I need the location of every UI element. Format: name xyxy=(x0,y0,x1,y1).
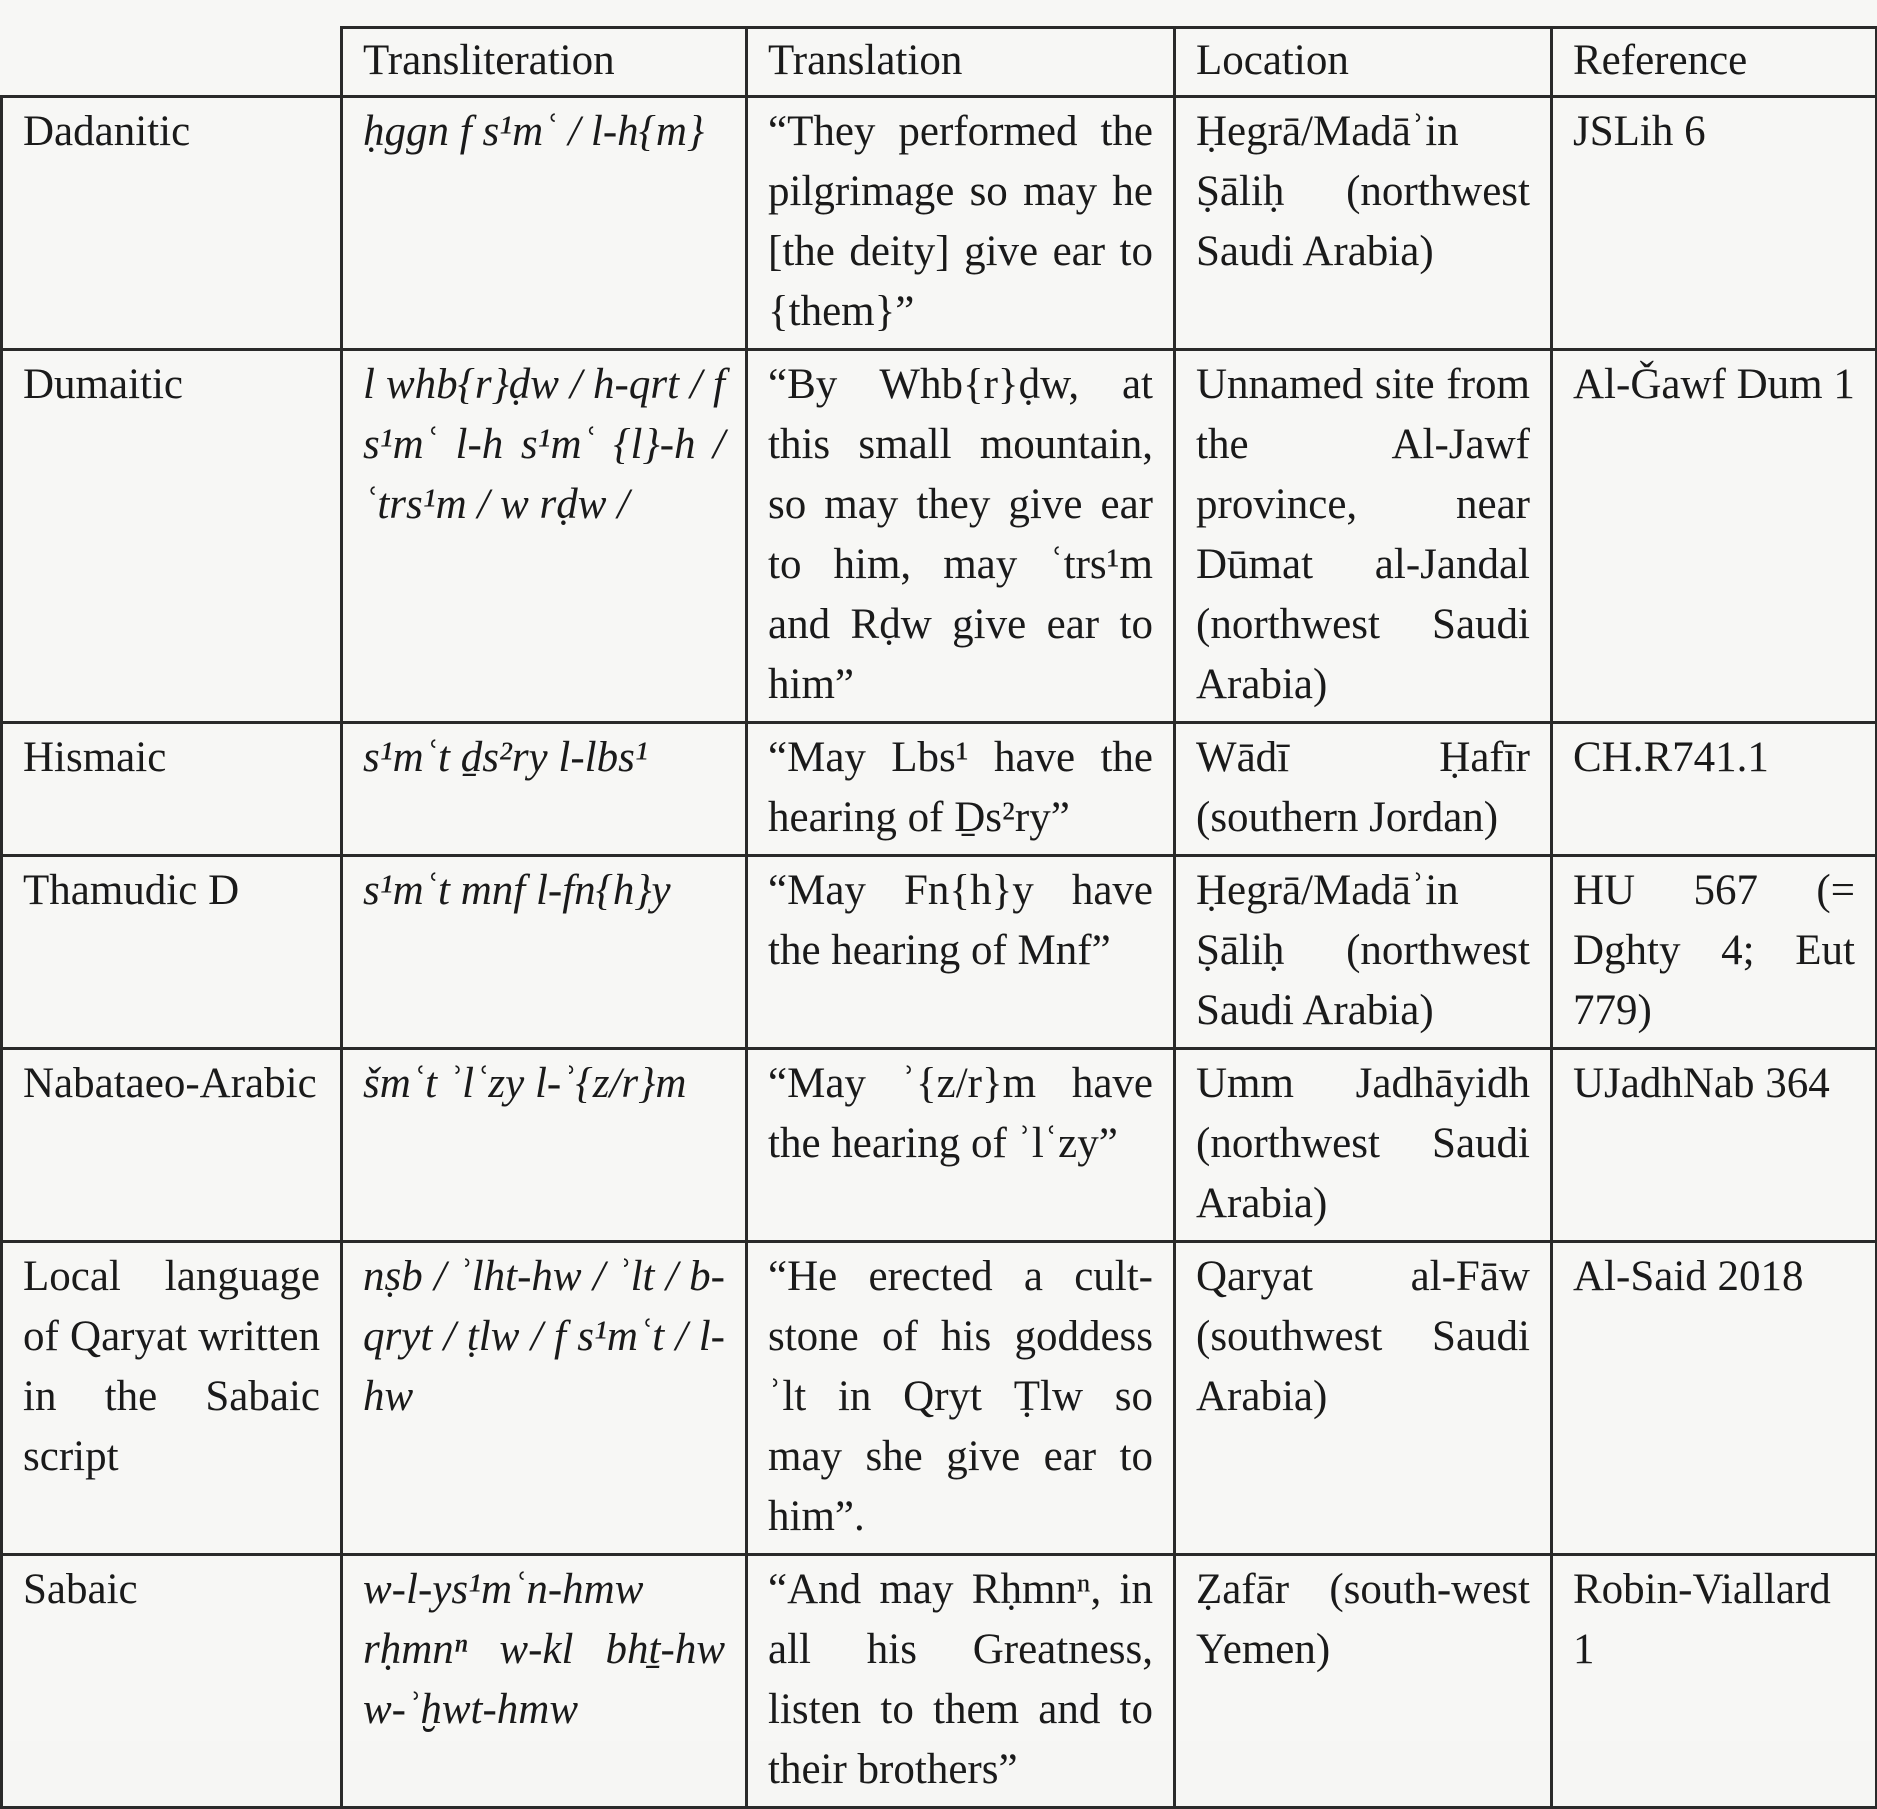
cell-transliteration: s¹mʿt ḏs²ry l-lbs¹ xyxy=(342,723,747,856)
header-transliteration: Transliteration xyxy=(342,28,747,97)
table-row xyxy=(2,97,1877,350)
header-reference: Reference xyxy=(1552,28,1877,97)
table-row xyxy=(2,350,1877,723)
cell-location: Qaryat al-Fāw (southwest Saudi Arabia) xyxy=(1175,1242,1552,1555)
cell-location: Umm Jadhāyidh (northwest Saudi Arabia) xyxy=(1175,1049,1552,1242)
cell-translation: “And may Rḥmnⁿ, in all his Greatness, listen to them and to their brothers” xyxy=(747,1555,1175,1808)
cell-reference: UJadhNab 364 xyxy=(1552,1049,1877,1242)
cell-reference: JSLih 6 xyxy=(1552,97,1877,350)
inscriptions-table xyxy=(0,26,1877,1809)
cell-language: Nabataeo-Arabic xyxy=(2,1049,342,1242)
table-row xyxy=(2,1555,1877,1808)
cell-reference: Al-Ǧawf Dum 1 xyxy=(1552,350,1877,723)
table-row xyxy=(2,1049,1877,1242)
cell-transliteration: ḥggn f s¹mʿ / l-h{m} xyxy=(342,97,747,350)
cell-location: Unnamed site from the Al-Jawf province, near Dūmat al-Jandal (northwest Saudi Arabia) xyxy=(1175,350,1552,723)
cell-transliteration: s¹mʿt mnf l-fn{h}y xyxy=(342,856,747,1049)
cell-reference: Al-Said 2018 xyxy=(1552,1242,1877,1555)
cell-location: Ḥegrā/Madāʾin Ṣāliḥ (northwest Saudi Arabia) xyxy=(1175,856,1552,1049)
cell-reference: CH.R741.1 xyxy=(1552,723,1877,856)
cell-translation: “They performed the pilgrimage so may he [the deity] give ear to {them}” xyxy=(747,97,1175,350)
cell-language: Sabaic xyxy=(2,1555,342,1808)
cell-transliteration: l whb{r}ḍw / h-qrt / f s¹mʿ l-h s¹mʿ {l}-h / ʿtrs¹m / w rḍw / xyxy=(342,350,747,723)
cell-transliteration: nṣb / ʾlht-hw / ʾlt / b-qryt / ṭlw / f s¹mʿt / l-hw xyxy=(342,1242,747,1555)
cell-transliteration: w-l-ys¹mʿn-hmw rḥmnⁿ w-kl bhṯ-hw w-ʾḫwt-hmw xyxy=(342,1555,747,1808)
cell-translation: “May ʾ{z/r}m have the hearing of ʾlʿzy” xyxy=(747,1049,1175,1242)
cell-translation: “By Whb{r}ḍw, at this small mountain, so may they give ear to him, may ʿtrs¹m and Rḍw give ear to him” xyxy=(747,350,1175,723)
table-row xyxy=(2,856,1877,1049)
cell-language: Hismaic xyxy=(2,723,342,856)
cell-reference: Robin-Viallard 1 xyxy=(1552,1555,1877,1808)
cell-language: Thamudic D xyxy=(2,856,342,1049)
cell-translation: “May Fn{h}y have the hearing of Mnf” xyxy=(747,856,1175,1049)
table-row xyxy=(2,1242,1877,1555)
header-translation: Translation xyxy=(747,28,1175,97)
cell-location: Ẓafār (south-west Yemen) xyxy=(1175,1555,1552,1808)
cell-translation: “May Lbs¹ have the hearing of Ḏs²ry” xyxy=(747,723,1175,856)
cell-location: Ḥegrā/Madāʾin Ṣāliḥ (northwest Saudi Arabia) xyxy=(1175,97,1552,350)
cell-location: Wādī Ḥafīr (southern Jordan) xyxy=(1175,723,1552,856)
cell-language: Dadanitic xyxy=(2,97,342,350)
header-location: Location xyxy=(1175,28,1552,97)
cell-transliteration: šmʿt ʾlʿzy l-ʾ{z/r}m xyxy=(342,1049,747,1242)
cell-translation: “He erected a cult-stone of his goddess ʾlt in Qryt Ṭlw so may she give ear to him”. xyxy=(747,1242,1175,1555)
cell-reference: HU 567 (= Dghty 4; Eut 779) xyxy=(1552,856,1877,1049)
header-row xyxy=(2,28,1877,97)
cell-language: Local language of Qaryat written in the Sabaic script xyxy=(2,1242,342,1555)
header-language xyxy=(2,28,342,97)
cell-language: Dumaitic xyxy=(2,350,342,723)
table-row xyxy=(2,723,1877,856)
